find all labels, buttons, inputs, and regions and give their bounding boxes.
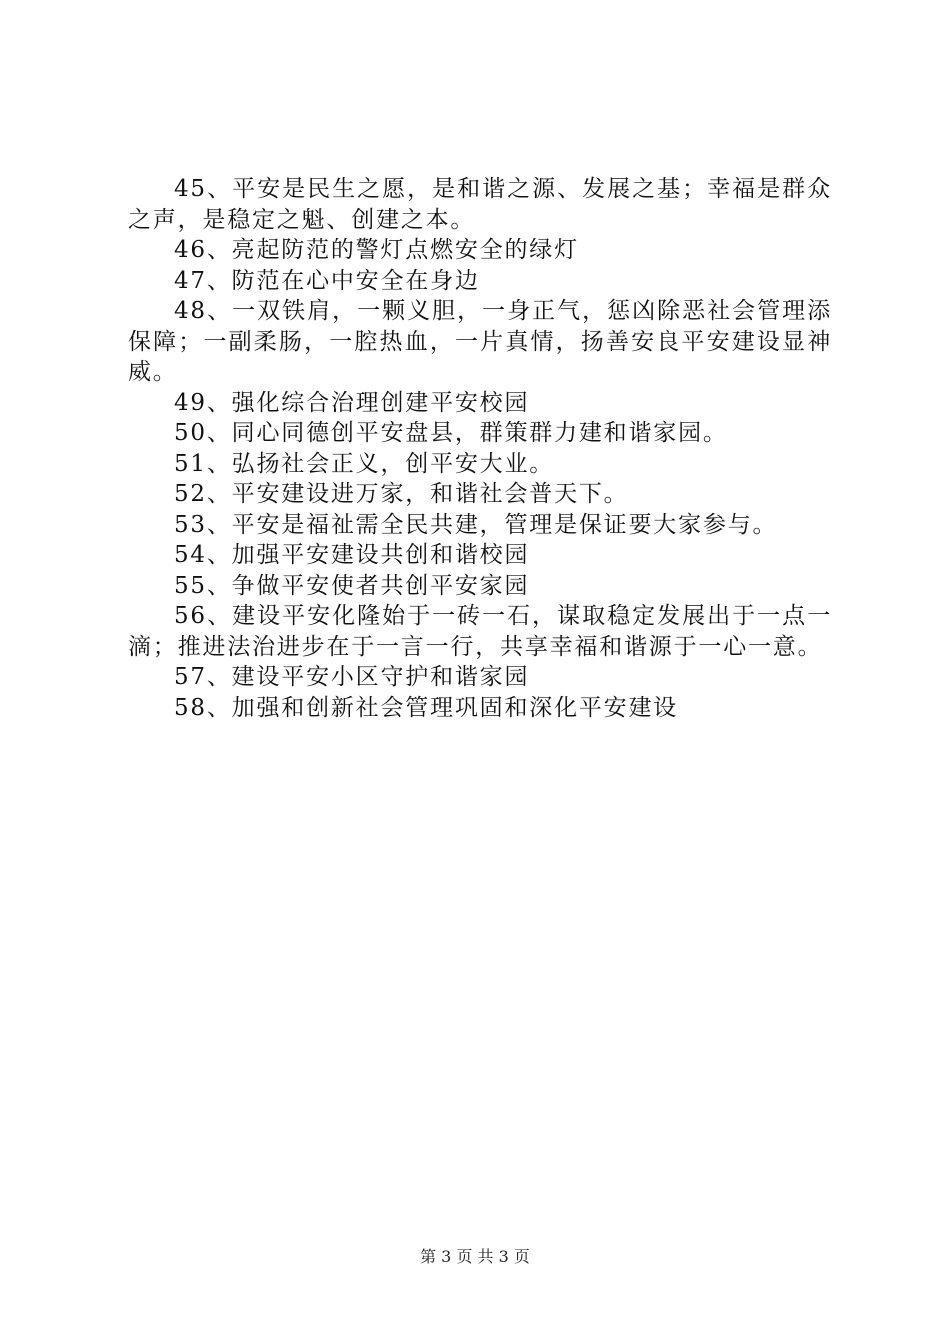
list-item: 52、平安建设进万家，和谐社会普天下。 [174,481,629,507]
list-item: 49、强化综合治理创建平安校园 [174,389,530,416]
list-item: 53、平安是福祉需全民共建，管理是保证要大家参与。 [174,511,778,538]
list-item: 45、平安是民生之愿，是和谐之源、发展之基；幸福是群众之声，是稳定之魁、创建之本。 [128,176,832,233]
list-item: 47、防范在心中安全在身边 [174,267,480,294]
list-item: 46、亮起防范的警灯点燃安全的绿灯 [174,237,579,263]
list-item: 51、弘扬社会正义，创平安大业。 [174,450,555,477]
list-item: 54、加强平安建设共创和谐校园 [174,542,530,568]
list-item: 48、一双铁肩，一颗义胆，一身正气，惩凶除恶社会管理添保障；一副柔肠，一腔热血，一片真情，扬善安良平安建设显神威。 [128,298,832,385]
list-item: 58、加强和创新社会管理巩固和深化平安建设 [174,694,679,721]
list-item: 57、建设平安小区守护和谐家园 [174,664,530,690]
list-item: 55、争做平安使者共创平安家园 [174,572,530,599]
list-item: 56、建设平安化隆始于一砖一石，谋取稳定发展出于一点一滴；推进法治进步在于一言一行，共享幸福和谐源于一心一意。 [128,603,832,660]
document-body [128,174,832,723]
list-item: 50、同心同德创平安盘县，群策群力建和谐家园。 [174,420,728,446]
page-number: 第 3 页 共 3 页 [420,1247,530,1266]
